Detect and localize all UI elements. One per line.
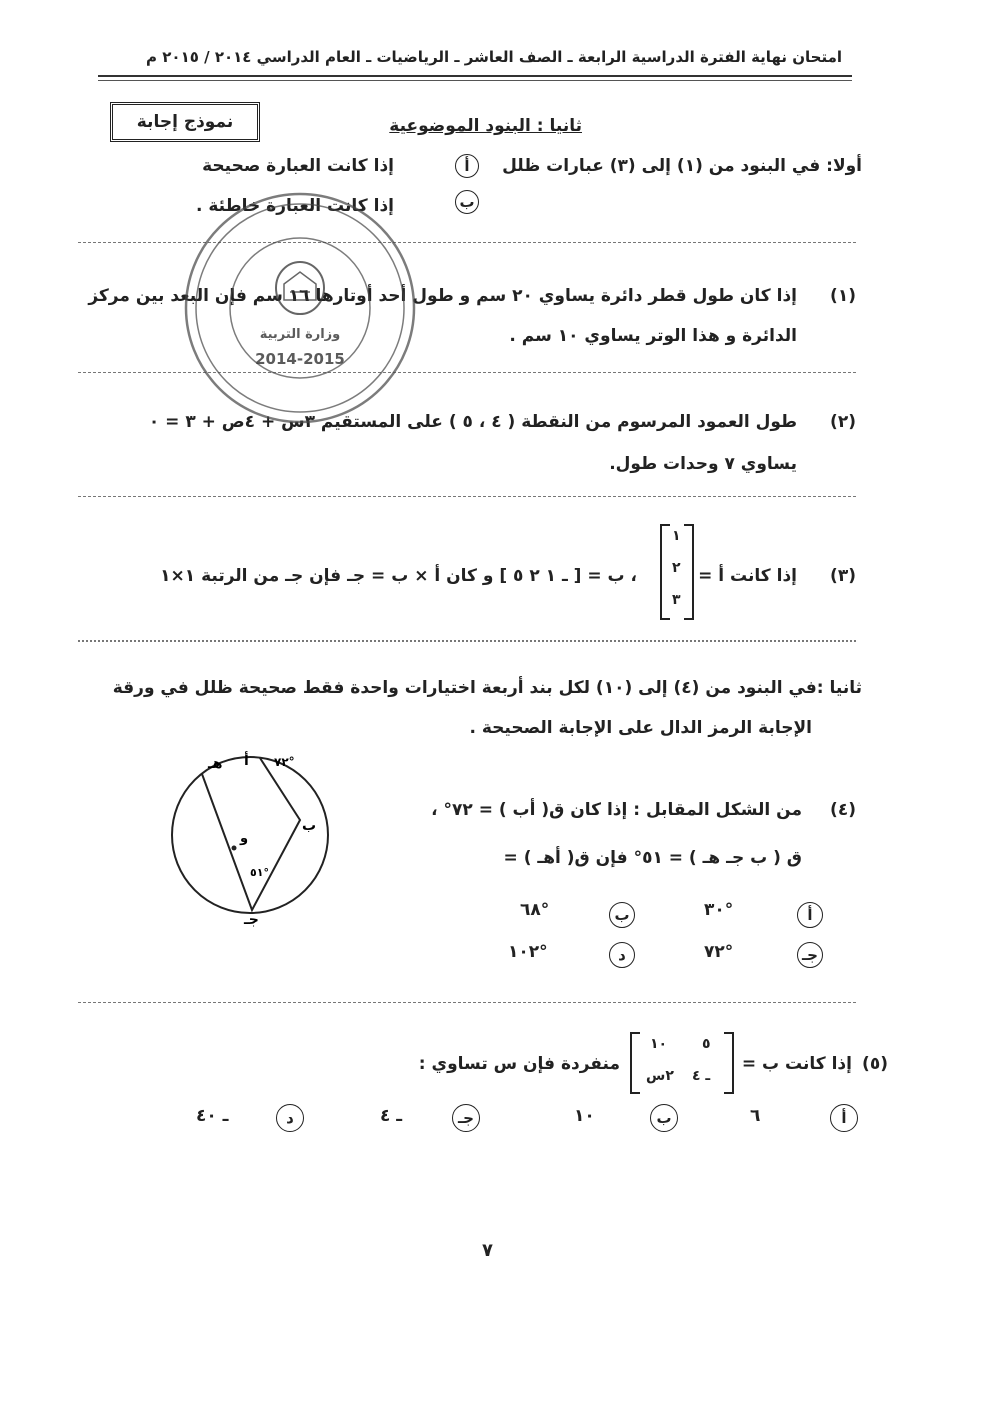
matrix-cell: ١ [672, 528, 681, 544]
matrix-a [660, 524, 694, 620]
section-title: ثانيا : البنود الموضوعية [389, 116, 582, 136]
q5-text-start: إذا كانت ب = [741, 1054, 852, 1074]
label-angle: ٥١° [250, 866, 269, 879]
option-c-symbol[interactable]: جـ [452, 1104, 480, 1132]
model-answer-label: نموذج إجابة [110, 102, 260, 142]
matrix-cell: ٢س [646, 1068, 674, 1084]
matrix-cell: ـ ٤ [692, 1068, 711, 1084]
q3-text-start: إذا كانت أ = [698, 566, 797, 586]
matrix-cell: ١٠ [650, 1036, 668, 1052]
true-statement-label: إذا كانت العبارة صحيحة [202, 156, 394, 176]
matrix-b [630, 1032, 734, 1094]
ministry-stamp [180, 188, 420, 428]
option-c-value: ٧٢° [704, 942, 734, 962]
divider [78, 1002, 856, 1003]
label-arc: ٧٢° [274, 755, 295, 769]
question-number: (٢) [830, 412, 856, 432]
label-a: أ [244, 753, 249, 769]
false-statement-label: إذا كانت العبارة خاطئة . [195, 196, 394, 216]
label-center: و [240, 831, 249, 846]
option-d-symbol[interactable]: د [609, 942, 635, 968]
page-number: ٧ [482, 1240, 493, 1261]
option-b-symbol[interactable]: ب [609, 902, 635, 928]
divider [78, 640, 856, 642]
q4-text-line2: ق ( ب جـ هـ ) = ٥١° فإن ق( أهـ ) = [503, 848, 802, 868]
label-b: ب [302, 818, 317, 834]
header-rule [98, 75, 852, 77]
chord-lines [202, 758, 300, 910]
q2-text-line1: طول العمود المرسوم من النقطة ( ٤ ، ٥ ) على المستقيم ٣س + ٤ص + ٣ = ٠ [148, 412, 797, 432]
matrix-cell: ٣ [672, 592, 681, 608]
question-number: (٣) [830, 566, 856, 586]
label-c: جـ [244, 912, 259, 928]
option-d-value: ـ ٤٠ [196, 1106, 229, 1126]
question-number: (١) [830, 286, 856, 306]
option-a-symbol[interactable]: أ [830, 1104, 858, 1132]
stamp-ministry: وزارة التربية [259, 327, 341, 342]
option-d-value: ١٠٢° [508, 942, 548, 962]
option-a-value: ٦ [750, 1106, 761, 1126]
part1-intro: أولا: في البنود من (١) إلى (٣) عبارات ظلل [502, 156, 862, 176]
label-h: هـ [208, 756, 223, 772]
q2-text-line2: يساوي ٧ وحدات طول. [609, 454, 797, 474]
option-c-symbol[interactable]: جـ [797, 942, 823, 968]
matrix-cell: ٢ [672, 560, 681, 576]
question-number: (٥) [862, 1054, 888, 1074]
question-number: (٤) [830, 800, 856, 820]
center-point [232, 846, 237, 851]
q1-text-line2: الدائرة و هذا الوتر يساوي ١٠ سم . [509, 326, 797, 346]
stamp-year: 2014-2015 [255, 350, 345, 368]
option-a-symbol[interactable]: أ [797, 902, 823, 928]
part2-intro-line2: الإجابة الرمز الدال على الإجابة الصحيحة . [469, 718, 812, 738]
part2-intro-line1: ثانيا :في البنود من (٤) إلى (١٠) لكل بند أربعة اختيارات واحدة فقط صحيحة ظلل في ورقة [112, 678, 862, 698]
choice-b-symbol: ب [455, 190, 479, 214]
option-a-value: ٣٠° [704, 900, 734, 920]
option-b-value: ١٠ [574, 1106, 595, 1126]
q1-text-line1: إذا كان طول قطر دائرة يساوي ٢٠ سم و طول أحد أوتارها ١٦ سم فإن البعد بين مركز [88, 286, 797, 306]
option-d-symbol[interactable]: د [276, 1104, 304, 1132]
emblem-icon [276, 262, 324, 314]
option-b-symbol[interactable]: ب [650, 1104, 678, 1132]
q5-text-end: منفردة فإن س تساوي : [418, 1054, 620, 1074]
option-c-value: ـ ٤ [380, 1106, 403, 1126]
matrix-cell: ٥ [702, 1036, 711, 1052]
option-b-value: ٦٨° [520, 900, 550, 920]
choice-a-symbol: أ [455, 154, 479, 178]
q4-text-line1: من الشكل المقابل : إذا كان ق( أب ) = ٧٢° ، [431, 800, 802, 820]
q3-text-rest: ، ب = [ ـ ١ ٢ ٥ ] و كان أ × ب = جـ فإن جـ من الرتبة ١×١ [160, 566, 637, 586]
circle-shape [172, 757, 328, 913]
header-rule-thin [98, 80, 852, 81]
divider [78, 496, 856, 497]
circle-figure [150, 740, 350, 930]
exam-header: امتحان نهاية الفترة الدراسية الرابعة ـ الصف العاشر ـ الرياضيات ـ العام الدراسي ٢٠١٤ / ٢٠١٥ م [146, 48, 842, 66]
